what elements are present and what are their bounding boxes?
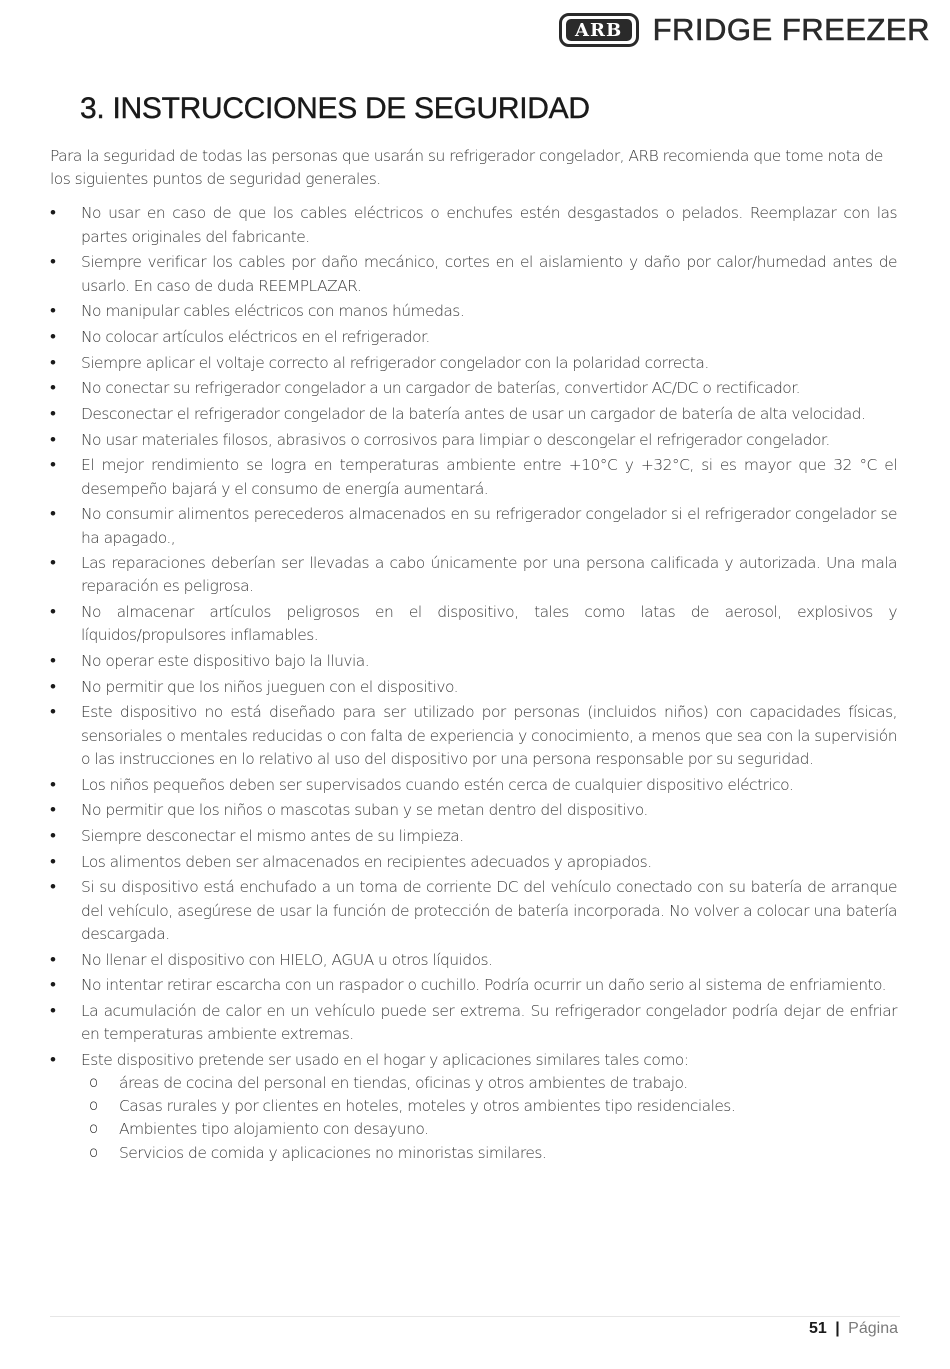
list-item: • No consumir alimentos perecederos almacenados en su refrigerador congelador si el refrigerador congelador se ha apagado., xyxy=(50,503,897,549)
list-item: • Los alimentos deben ser almacenados en recipientes adecuados y apropiados. xyxy=(50,851,897,874)
list-item: • No usar materiales filosos, abrasivos o corrosivos para limpiar o descongelar el refrigerador congelador. xyxy=(50,429,897,452)
section-title: 3. INSTRUCCIONES DE SEGURIDAD xyxy=(80,92,590,125)
list-item: • No colocar artículos eléctricos en el refrigerador. xyxy=(50,326,897,349)
list-item: • La acumulación de calor en un vehículo puede ser extrema. Su refrigerador congelador podría dejar de enfriar en temperaturas ambiente extremas. xyxy=(50,1000,897,1046)
sub-list-item: o Servicios de comida y aplicaciones no minoristas similares. xyxy=(81,1142,897,1165)
list-item: • No almacenar artículos peligrosos en el dispositivo, tales como latas de aerosol, explosivos y líquidos/propulsores inflamables. xyxy=(50,601,897,647)
list-item: • No operar este dispositivo bajo la lluvia. xyxy=(50,650,897,673)
sub-list xyxy=(81,1072,897,1165)
brand-title: FRIDGE FREEZER xyxy=(652,12,930,47)
list-item: • El mejor rendimiento se logra en temperaturas ambiente entre +10°C y +32°C, si es mayor que 32 °C el desempeño bajará y el consumo de energía aumentará. xyxy=(50,454,897,500)
list-item: • Si su dispositivo está enchufado a un toma de corriente DC del vehículo conectado con su batería de arranque del vehículo, asegúrese de usar la función de protección de batería incorporada. No volver a colocar una batería descargada. xyxy=(50,876,897,946)
page-word: Página xyxy=(848,1320,898,1337)
list-item: • No permitir que los niños o mascotas suban y se metan dentro del dispositivo. xyxy=(50,799,897,822)
list-item: • Desconectar el refrigerador congelador de la batería antes de usar un cargador de batería de alta velocidad. xyxy=(50,403,897,426)
sub-list-item: o áreas de cocina del personal en tiendas, oficinas y otros ambientes de trabajo. xyxy=(81,1072,897,1095)
list-item: • No conectar su refrigerador congelador a un cargador de baterías, convertidor AC/DC o rectificador. xyxy=(50,377,897,400)
footer-divider xyxy=(50,1316,900,1317)
list-item: • No llenar el dispositivo con HIELO, AGUA u otros líquidos. xyxy=(50,949,897,972)
list-item: • No usar en caso de que los cables eléctricos o enchufes estén desgastados o pelados. Reemplazar con las partes originales del fabricante. xyxy=(50,202,897,248)
list-item-text: Este dispositivo pretende ser usado en el hogar y aplicaciones similares tales como: xyxy=(81,1050,689,1069)
safety-list xyxy=(50,202,897,1164)
list-item: • Los niños pequeños deben ser supervisados cuando estén cerca de cualquier dispositivo eléctrico. xyxy=(50,774,897,797)
sub-list-item: o Casas rurales y por clientes en hoteles, moteles y otros ambientes tipo residenciales. xyxy=(81,1095,897,1118)
list-item: • No manipular cables eléctricos con manos húmedas. xyxy=(50,300,897,323)
sub-list-item: o Ambientes tipo alojamiento con desayuno. xyxy=(81,1118,897,1141)
list-item: • No intentar retirar escarcha con un raspador o cuchillo. Podría ocurrir un daño serio al sistema de enfriamiento. xyxy=(50,974,897,997)
list-item: • Las reparaciones deberían ser llevadas a cabo únicamente por una persona calificada y autorizada. Una mala reparación es peligrosa. xyxy=(50,552,897,598)
page-header xyxy=(559,12,930,48)
list-item: • Siempre verificar los cables por daño mecánico, cortes en el aislamiento y daño por calor/humedad antes de usarlo. En caso de duda REEMPLAZAR. xyxy=(50,251,897,297)
page-number: 51 xyxy=(808,1320,827,1337)
list-item: • No permitir que los niños jueguen con el dispositivo. xyxy=(50,676,897,699)
arb-logo xyxy=(559,13,639,47)
document-body xyxy=(50,145,897,1167)
list-item-with-sublist xyxy=(50,1049,897,1165)
intro-paragraph: Para la seguridad de todas las personas que usarán su refrigerador congelador, ARB recomienda que tome nota de los siguientes puntos de seguridad generales. xyxy=(50,147,883,189)
arb-logo-text: ARB xyxy=(566,19,632,41)
list-item: • Siempre aplicar el voltaje correcto al refrigerador congelador con la polaridad correcta. xyxy=(50,352,897,375)
page-footer xyxy=(809,1320,898,1338)
list-item: • Siempre desconectar el mismo antes de su limpieza. xyxy=(50,825,897,848)
list-item: • Este dispositivo no está diseñado para ser utilizado por personas (incluidos niños) con capacidades físicas, sensoriales o mentales reducidas o con falta de experiencia y conocimiento, a menos que sea con la supervisión o las instrucciones en lo relativo al uso del dispositivo por una persona responsable por su seguridad. xyxy=(50,701,897,771)
footer-separator: | xyxy=(835,1320,840,1337)
